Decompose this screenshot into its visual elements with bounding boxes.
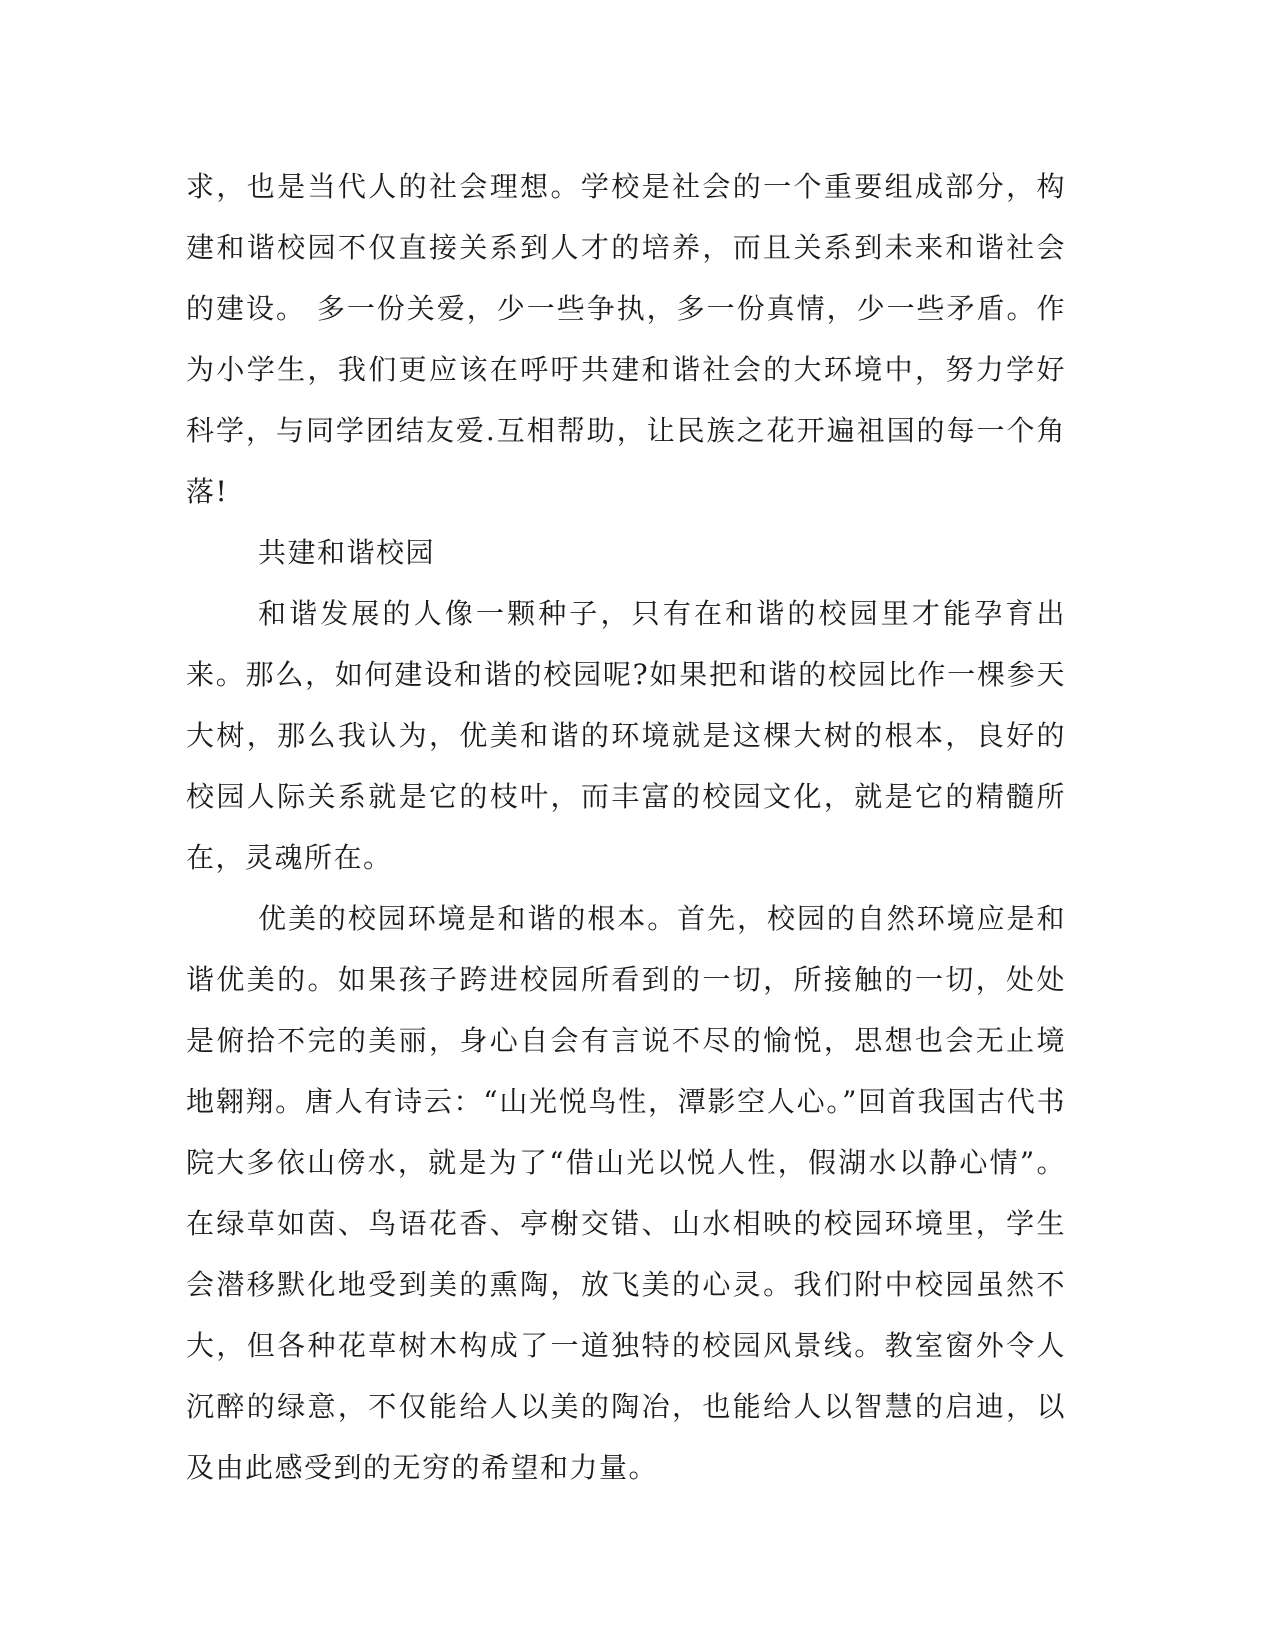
section-title: 共建和谐校园 [258,536,436,569]
paragraph-environment: 优美的校园环境是和谐的根本。首先，校园的自然环境应是和谐优美的。如果孩子跨进校园所看到的一切，所接触的一切，处处是俯拾不完的美丽，身心自会有言说不尽的愉悦，思想也会无止境地翱翔。唐人有诗云：“山光悦鸟性，潭影空人心。”回首我国古代书院大多依山傍水，就是为了“借山光以悦人性，假湖水以静心情”。在绿草如茵、鸟语花香、亭榭交错、山水相映的校园环境里，学生会潜移默化地受到美的熏陶，放飞美的心灵。我们附中校园虽然不大，但各种花草树木构成了一道独特的校园风景线。教室窗外令人沉醉的绿意，不仅能给人以美的陶冶，也能给人以智慧的启迪，以及由此感受到的无穷的希望和力量。 [186,902,1066,1484]
paragraph-continuation: 求，也是当代人的社会理想。学校是社会的一个重要组成部分，构建和谐校园不仅直接关系到人才的培养，而且关系到未来和谐社会的建设。 多一份关爱，少一些争执，多一份真情，少一些矛盾。作为小学生，我们更应该在呼吁共建和谐社会的大环境中，努力学好科学，与同学团结友爱.互相帮助，让民族之花开遍祖国的每一个角落! [186,170,1066,508]
paragraph-intro: 和谐发展的人像一颗种子，只有在和谐的校园里才能孕育出来。那么，如何建设和谐的校园呢?如果把和谐的校园比作一棵参天大树，那么我认为，优美和谐的环境就是这棵大树的根本，良好的校园人际关系就是它的枝叶，而丰富的校园文化，就是它的精髓所在，灵魂所在。 [186,597,1066,874]
document-body [186,156,1066,1498]
